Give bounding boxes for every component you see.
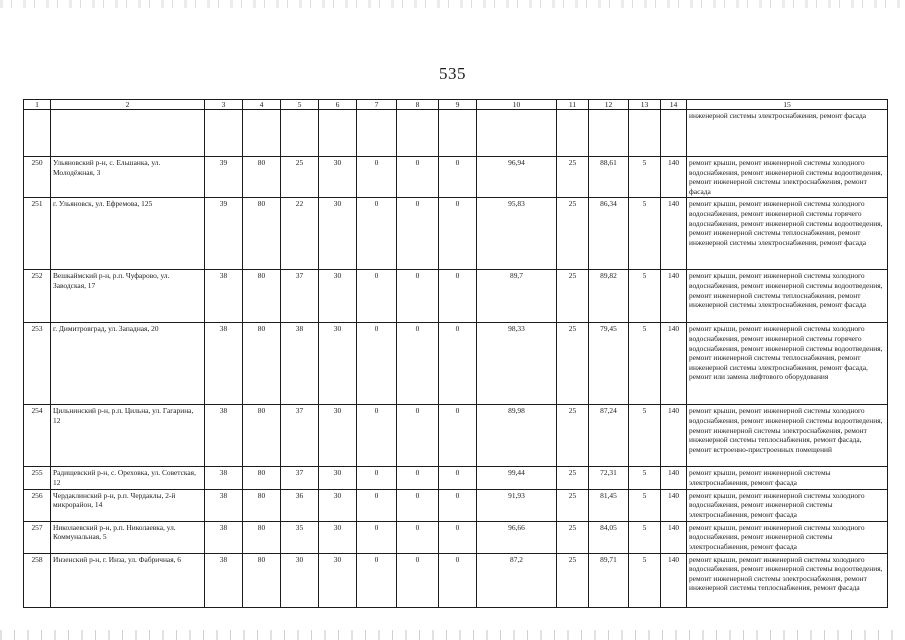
value-cell-c4: 80 [243, 323, 281, 405]
value-cell-c7: 0 [357, 489, 397, 521]
row-index: 258 [24, 553, 51, 607]
column-number-cell: 14 [661, 100, 687, 110]
table-row [24, 270, 888, 323]
column-number-cell: 4 [243, 100, 281, 110]
value-cell-c6: 30 [319, 489, 357, 521]
value-cell-c6: 30 [319, 521, 357, 553]
value-cell-c13: 5 [629, 323, 661, 405]
value-cell-c7: 0 [357, 198, 397, 270]
carry-cell [243, 110, 281, 157]
carry-cell [629, 110, 661, 157]
works-cell: ремонт крыши, ремонт инженерной системы электроснабжения, ремонт фасада [687, 467, 888, 489]
value-cell-c12: 86,34 [589, 198, 629, 270]
value-cell-c4: 80 [243, 553, 281, 607]
value-cell-c4: 80 [243, 157, 281, 198]
column-number-cell: 13 [629, 100, 661, 110]
value-cell-c5: 37 [281, 405, 319, 467]
value-cell-c12: 87,24 [589, 405, 629, 467]
value-cell-c11: 25 [557, 157, 589, 198]
value-cell-c10: 98,33 [477, 323, 557, 405]
value-cell-c5: 37 [281, 467, 319, 489]
row-index: 250 [24, 157, 51, 198]
value-cell-c10: 99,44 [477, 467, 557, 489]
value-cell-c5: 22 [281, 198, 319, 270]
column-number-cell: 6 [319, 100, 357, 110]
value-cell-c9: 0 [439, 553, 477, 607]
value-cell-c8: 0 [397, 553, 439, 607]
table-row [24, 323, 888, 405]
row-index: 254 [24, 405, 51, 467]
address-cell: Чердаклинский р-н, р.п. Чердаклы, 2-й микрорайон, 14 [51, 489, 205, 521]
value-cell-c11: 25 [557, 405, 589, 467]
value-cell-c14: 140 [661, 405, 687, 467]
value-cell-c7: 0 [357, 323, 397, 405]
value-cell-c7: 0 [357, 270, 397, 323]
value-cell-c7: 0 [357, 467, 397, 489]
value-cell-c12: 89,82 [589, 270, 629, 323]
table-row [24, 521, 888, 553]
value-cell-c10: 87,2 [477, 553, 557, 607]
works-cell: ремонт крыши, ремонт инженерной системы холодного водоснабжения, ремонт инженерной системы водоотведения, ремонт инженерной системы теплоснабжения, ремонт инженерной системы электроснабжения, ремонт фасада [687, 270, 888, 323]
value-cell-c3: 38 [205, 467, 243, 489]
value-cell-c3: 39 [205, 157, 243, 198]
value-cell-c10: 91,93 [477, 489, 557, 521]
value-cell-c8: 0 [397, 270, 439, 323]
value-cell-c6: 30 [319, 198, 357, 270]
value-cell-c11: 25 [557, 553, 589, 607]
value-cell-c14: 140 [661, 553, 687, 607]
value-cell-c4: 80 [243, 198, 281, 270]
value-cell-c13: 5 [629, 198, 661, 270]
column-number-cell: 1 [24, 100, 51, 110]
value-cell-c5: 30 [281, 553, 319, 607]
column-number-cell: 12 [589, 100, 629, 110]
scan-edge-bottom [0, 630, 905, 640]
column-number-cell: 15 [687, 100, 888, 110]
carry-over-works: инженерной системы электроснабжения, ремонт фасада [687, 110, 888, 157]
address-cell: Ульяновский р-н, с. Ельшанка, ул. Молодёжная, 3 [51, 157, 205, 198]
value-cell-c12: 89,71 [589, 553, 629, 607]
value-cell-c10: 89,98 [477, 405, 557, 467]
table-row [24, 405, 888, 467]
value-cell-c12: 84,05 [589, 521, 629, 553]
address-cell: Цильнинский р-н, р.п. Цильна, ул. Гагарина, 12 [51, 405, 205, 467]
table-row [24, 553, 888, 607]
value-cell-c11: 25 [557, 521, 589, 553]
value-cell-c14: 140 [661, 489, 687, 521]
column-number-cell: 10 [477, 100, 557, 110]
carry-cell [281, 110, 319, 157]
column-number-header [24, 100, 888, 110]
value-cell-c8: 0 [397, 157, 439, 198]
carry-cell [205, 110, 243, 157]
value-cell-c8: 0 [397, 323, 439, 405]
value-cell-c6: 30 [319, 553, 357, 607]
value-cell-c13: 5 [629, 405, 661, 467]
value-cell-c4: 80 [243, 489, 281, 521]
table-row [24, 489, 888, 521]
value-cell-c5: 36 [281, 489, 319, 521]
value-cell-c3: 38 [205, 521, 243, 553]
value-cell-c4: 80 [243, 521, 281, 553]
value-cell-c9: 0 [439, 270, 477, 323]
row-index: 255 [24, 467, 51, 489]
column-number-cell: 5 [281, 100, 319, 110]
value-cell-c7: 0 [357, 553, 397, 607]
value-cell-c9: 0 [439, 405, 477, 467]
value-cell-c14: 140 [661, 270, 687, 323]
row-index: 252 [24, 270, 51, 323]
works-cell: ремонт крыши, ремонт инженерной системы холодного водоснабжения, ремонт инженерной системы водоотведения, ремонт инженерной системы электроснабжения, ремонт фасада [687, 157, 888, 198]
value-cell-c7: 0 [357, 521, 397, 553]
value-cell-c14: 140 [661, 323, 687, 405]
value-cell-c9: 0 [439, 157, 477, 198]
value-cell-c4: 80 [243, 405, 281, 467]
row-index: 257 [24, 521, 51, 553]
value-cell-c3: 38 [205, 489, 243, 521]
value-cell-c9: 0 [439, 489, 477, 521]
value-cell-c3: 38 [205, 323, 243, 405]
value-cell-c9: 0 [439, 467, 477, 489]
value-cell-c14: 140 [661, 521, 687, 553]
works-cell: ремонт крыши, ремонт инженерной системы холодного водоснабжения, ремонт инженерной системы горячего водоснабжения, ремонт инженерной системы водоотведения, ремонт инженерной системы теплоснабжения, ремонт инженерной системы электроснабжения, ремонт фасада, ремонт или замена лифтового оборудования [687, 323, 888, 405]
value-cell-c4: 80 [243, 467, 281, 489]
carry-over-row [24, 110, 888, 157]
value-cell-c6: 30 [319, 405, 357, 467]
value-cell-c7: 0 [357, 405, 397, 467]
table-body [24, 100, 888, 608]
address-cell: Николаевский р-н, р.п. Николаевка, ул. Коммунальная, 5 [51, 521, 205, 553]
works-cell: ремонт крыши, ремонт инженерной системы холодного водоснабжения, ремонт инженерной системы горячего водоснабжения, ремонт инженерной системы водоотведения, ремонт инженерной системы теплоснабжения, ремонт инженерной системы электроснабжения, ремонт фасада [687, 198, 888, 270]
page-number: 535 [439, 64, 466, 83]
row-index: 256 [24, 489, 51, 521]
value-cell-c13: 5 [629, 489, 661, 521]
address-cell: г. Ульяновск, ул. Ефремова, 125 [51, 198, 205, 270]
column-number-cell: 2 [51, 100, 205, 110]
value-cell-c11: 25 [557, 270, 589, 323]
value-cell-c12: 72,31 [589, 467, 629, 489]
value-cell-c12: 88,61 [589, 157, 629, 198]
value-cell-c8: 0 [397, 467, 439, 489]
value-cell-c8: 0 [397, 489, 439, 521]
value-cell-c5: 38 [281, 323, 319, 405]
column-number-cell: 7 [357, 100, 397, 110]
carry-cell [439, 110, 477, 157]
column-number-cell: 3 [205, 100, 243, 110]
value-cell-c10: 96,94 [477, 157, 557, 198]
carry-cell [589, 110, 629, 157]
works-cell: ремонт крыши, ремонт инженерной системы холодного водоснабжения, ремонт инженерной системы водоотведения, ремонт инженерной системы электроснабжения, ремонт инженерной системы теплоснабжения, ремонт фасада [687, 553, 888, 607]
value-cell-c13: 5 [629, 270, 661, 323]
value-cell-c13: 5 [629, 467, 661, 489]
value-cell-c13: 5 [629, 521, 661, 553]
value-cell-c5: 25 [281, 157, 319, 198]
scan-edge-top [0, 0, 905, 8]
value-cell-c13: 5 [629, 553, 661, 607]
table-row [24, 157, 888, 198]
value-cell-c3: 38 [205, 553, 243, 607]
carry-cell [24, 110, 51, 157]
carry-cell [477, 110, 557, 157]
column-number-cell: 11 [557, 100, 589, 110]
address-cell: Инзенский р-н, г. Инза, ул. Фабричная, 6 [51, 553, 205, 607]
value-cell-c5: 37 [281, 270, 319, 323]
value-cell-c11: 25 [557, 323, 589, 405]
column-number-cell: 8 [397, 100, 439, 110]
value-cell-c4: 80 [243, 270, 281, 323]
value-cell-c3: 38 [205, 270, 243, 323]
value-cell-c10: 95,83 [477, 198, 557, 270]
value-cell-c8: 0 [397, 521, 439, 553]
works-cell: ремонт крыши, ремонт инженерной системы холодного водоснабжения, ремонт инженерной системы водоотведения, ремонт инженерной системы электроснабжения, ремонт инженерной системы теплоснабжения, ремонт фасада, ремонт встроенно-пристроенных помещений [687, 405, 888, 467]
value-cell-c8: 0 [397, 405, 439, 467]
row-index: 253 [24, 323, 51, 405]
value-cell-c10: 89,7 [477, 270, 557, 323]
value-cell-c9: 0 [439, 521, 477, 553]
value-cell-c8: 0 [397, 198, 439, 270]
value-cell-c9: 0 [439, 198, 477, 270]
value-cell-c11: 25 [557, 489, 589, 521]
column-number-cell: 9 [439, 100, 477, 110]
address-cell: г. Димитровград, ул. Западная, 20 [51, 323, 205, 405]
carry-cell [357, 110, 397, 157]
repair-register-table [23, 99, 888, 608]
value-cell-c13: 5 [629, 157, 661, 198]
value-cell-c7: 0 [357, 157, 397, 198]
carry-cell [661, 110, 687, 157]
table-row [24, 467, 888, 489]
address-cell: Радищевский р-н, с. Ореховка, ул. Советская, 12 [51, 467, 205, 489]
value-cell-c11: 25 [557, 198, 589, 270]
carry-cell [319, 110, 357, 157]
value-cell-c11: 25 [557, 467, 589, 489]
value-cell-c3: 38 [205, 405, 243, 467]
value-cell-c6: 30 [319, 157, 357, 198]
works-cell: ремонт крыши, ремонт инженерной системы холодного водоснабжения, ремонт инженерной системы электроснабжения, ремонт фасада [687, 521, 888, 553]
value-cell-c3: 39 [205, 198, 243, 270]
table-row [24, 198, 888, 270]
value-cell-c14: 140 [661, 157, 687, 198]
carry-cell [51, 110, 205, 157]
row-index: 251 [24, 198, 51, 270]
value-cell-c14: 140 [661, 467, 687, 489]
works-cell: ремонт крыши, ремонт инженерной системы холодного водоснабжения, ремонт инженерной системы электроснабжения, ремонт фасада [687, 489, 888, 521]
value-cell-c5: 35 [281, 521, 319, 553]
value-cell-c12: 79,45 [589, 323, 629, 405]
value-cell-c12: 81,45 [589, 489, 629, 521]
value-cell-c9: 0 [439, 323, 477, 405]
value-cell-c6: 30 [319, 323, 357, 405]
carry-cell [557, 110, 589, 157]
address-cell: Вешкаймский р-н, р.п. Чуфарово, ул. Заводская, 17 [51, 270, 205, 323]
value-cell-c14: 140 [661, 198, 687, 270]
value-cell-c6: 30 [319, 467, 357, 489]
carry-cell [397, 110, 439, 157]
value-cell-c10: 96,66 [477, 521, 557, 553]
value-cell-c6: 30 [319, 270, 357, 323]
